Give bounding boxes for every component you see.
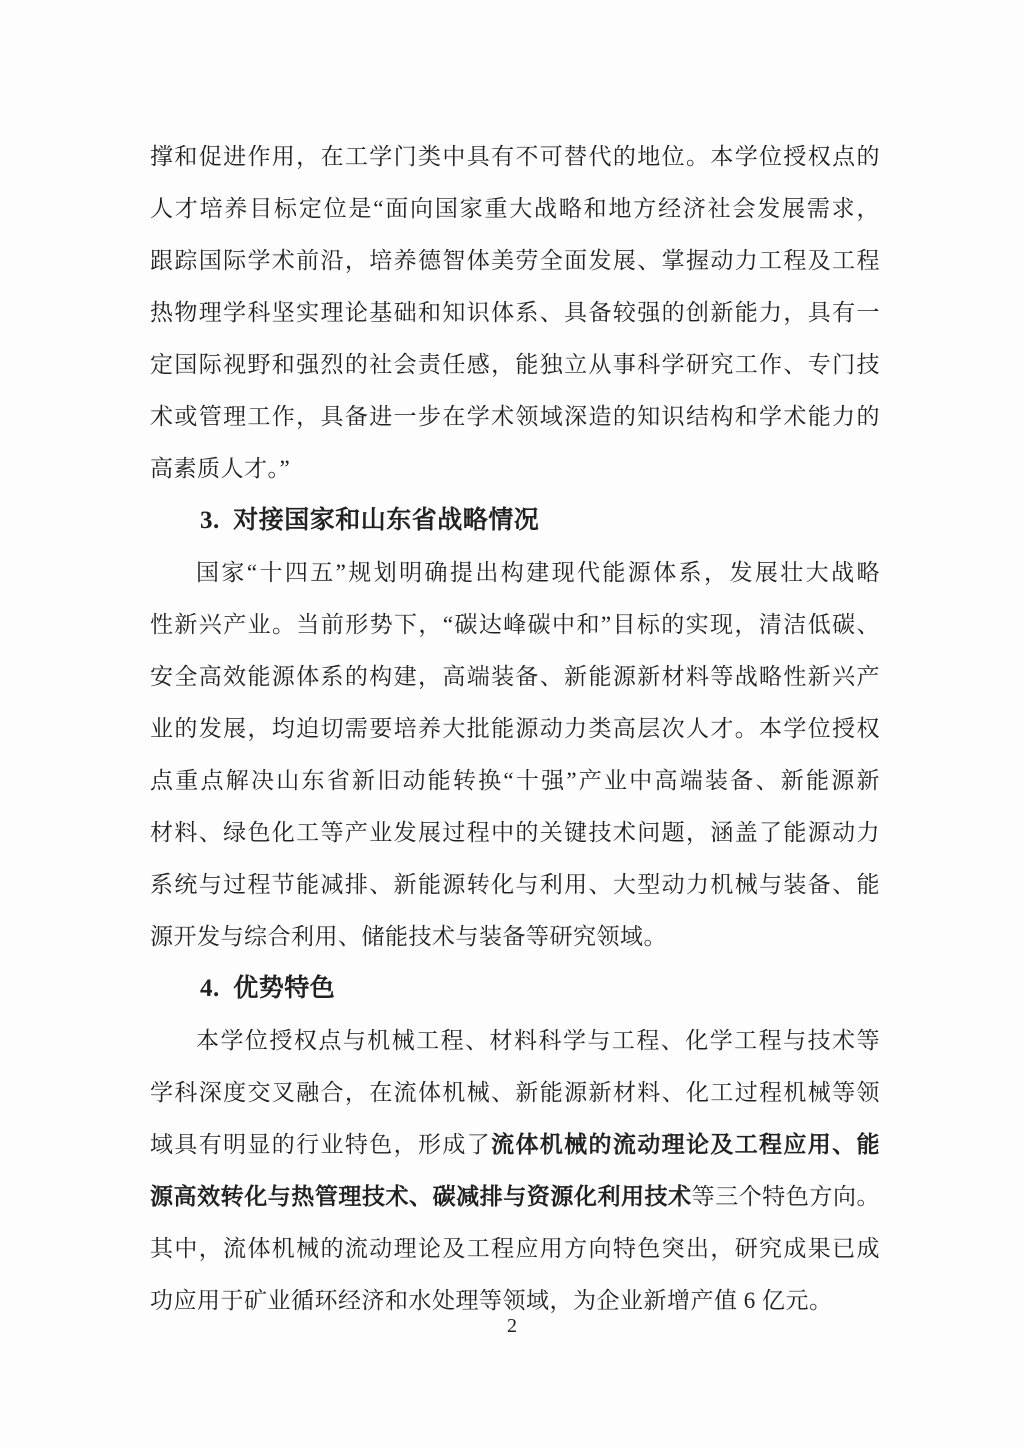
section-heading-4 — [150, 963, 880, 1015]
text-line — [150, 1119, 880, 1171]
text-line — [150, 807, 880, 859]
text-line — [150, 391, 880, 443]
text-segment: 其中，流体机械的流动理论及工程应用方向特色突出，研究成果已成 — [150, 1236, 880, 1261]
bold-text-segment: 3. 对接国家和山东省战略情况 — [200, 507, 540, 534]
text-segment: 人才培养目标定位是“面向国家重大战略和地方经济社会发展需求， — [150, 196, 880, 221]
text-line — [150, 1015, 880, 1067]
text-line — [150, 755, 880, 807]
text-segment: 撑和促进作用，在工学门类中具有不可替代的地位。本学位授权点的 — [150, 144, 880, 169]
text-segment: 热物理学科坚实理论基础和知识体系、具备较强的创新能力，具有一 — [150, 300, 880, 325]
text-line — [150, 651, 880, 703]
text-line — [150, 443, 880, 495]
text-segment: 业的发展，均迫切需要培养大批能源动力类高层次人才。本学位授权 — [150, 716, 880, 741]
text-line — [150, 547, 880, 599]
text-line — [150, 183, 880, 235]
text-segment: 源开发与综合利用、储能技术与装备等研究领域。 — [150, 924, 667, 949]
page-number: 2 — [507, 1315, 517, 1337]
text-segment: 功应用于矿业循环经济和水处理等领域，为企业新增产值 6 亿元。 — [150, 1288, 833, 1313]
text-line — [150, 1223, 880, 1275]
text-segment: 点重点解决山东省新旧动能转换“十强”产业中高端装备、新能源新 — [150, 768, 880, 793]
bold-text-segment: 源高效转化与热管理技术、碳减排与资源化利用技术 — [150, 1184, 692, 1209]
text-line — [150, 339, 880, 391]
text-line — [150, 599, 880, 651]
text-segment: 术或管理工作，具备进一步在学术领域深造的知识结构和学术能力的 — [150, 404, 880, 429]
text-line — [150, 911, 880, 963]
text-segment: 学科深度交叉融合，在流体机械、新能源新材料、化工过程机械等领 — [150, 1080, 880, 1105]
text-segment: 材料、绿色化工等产业发展过程中的关键技术问题，涵盖了能源动力 — [150, 820, 880, 845]
text-segment: 性新兴产业。当前形势下，“碳达峰碳中和”目标的实现，清洁低碳、 — [150, 612, 880, 637]
text-line — [150, 287, 880, 339]
text-segment: 等三个特色方向。 — [691, 1184, 881, 1209]
section-heading-3 — [150, 495, 880, 547]
text-line — [150, 703, 880, 755]
text-line — [150, 859, 880, 911]
bold-text-segment: 4. 优势特色 — [200, 975, 336, 1002]
text-line — [150, 1171, 880, 1223]
text-segment: 定国际视野和强烈的社会责任感，能独立从事科学研究工作、专门技 — [150, 352, 880, 377]
text-segment: 高素质人才。” — [150, 456, 291, 481]
text-segment: 国家“十四五”规划明确提出构建现代能源体系，发展壮大战略 — [196, 560, 880, 585]
bold-text-segment: 流体机械的流动理论及工程应用、能 — [491, 1132, 881, 1157]
text-segment: 本学位授权点与机械工程、材料科学与工程、化学工程与技术等 — [196, 1028, 880, 1053]
text-line — [150, 131, 880, 183]
text-line — [150, 1067, 880, 1119]
text-segment: 域具有明显的行业特色，形成了 — [150, 1132, 492, 1157]
document-body — [150, 131, 880, 1327]
text-line — [150, 235, 880, 287]
text-segment: 安全高效能源体系的构建，高端装备、新能源新材料等战略性新兴产 — [150, 664, 880, 689]
text-segment: 跟踪国际学术前沿，培养德智体美劳全面发展、掌握动力工程及工程 — [150, 248, 880, 273]
text-segment: 系统与过程节能减排、新能源转化与利用、大型动力机械与装备、能 — [150, 872, 880, 897]
